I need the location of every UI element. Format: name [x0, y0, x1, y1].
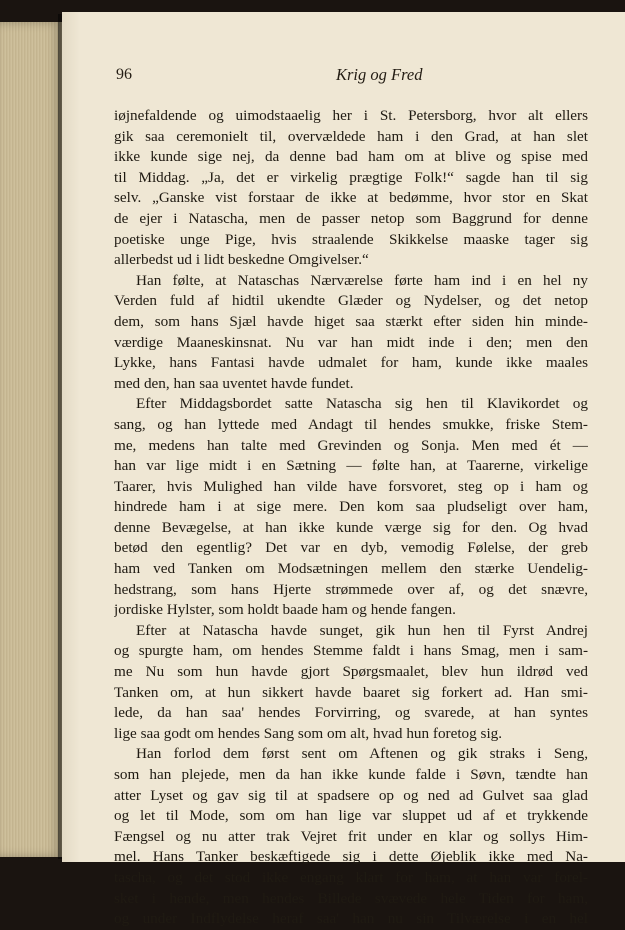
text-line: værdige Maaneskinsnat. Nu var han midt inde i den; men den — [114, 333, 588, 351]
text-line: og under Indflydelse heraf saa' han nu sin Tilværelse i en hel — [114, 910, 588, 928]
text-line: Lykke, hans Fantasi havde udmalet for ham, kunde ikke maales — [114, 354, 588, 372]
text-line: lede, da han saa' hendes Forvirring, og svarede, at han syntes — [114, 704, 588, 722]
text-line: ikke kunde sige nej, da denne bad ham om at blive og spise med — [114, 148, 588, 166]
text-line: som han plejede, men da han ikke kunde falde i Søvn, tændte han — [114, 766, 588, 783]
text-line: Tanken om, at hun sikkert havde baaret sig forkert ad. Han smi- — [114, 683, 588, 701]
text-line: lige saa godt om hendes Sang som om alt, hvad hun foretog sig. — [114, 724, 503, 742]
text-line: ham ved Tanken om Modsætningen mellem den stærke Uendelig- — [114, 560, 588, 578]
text-line: me, medens han talte med Grevinden og Sonja. Men med ét — — [114, 436, 588, 454]
text-line: Efter Middagsbordet satte Natascha sig hen til Klavikordet og — [136, 395, 588, 413]
text-line: jordiske Hylster, som holdt baade ham og hende fangen. — [114, 601, 456, 619]
text-line: me Nu som hun havde gjort Spørgsmaalet, blev hun ildrød ved — [114, 663, 588, 681]
body-text — [114, 106, 588, 928]
text-line: tascha, og det stod ikke engang klart for ham, at han var forel- — [114, 868, 588, 886]
text-line: poetiske unge Pige, hvis straalende Skikkelse maaske tager sig — [114, 230, 588, 248]
text-line: denne Bevægelse, at han ikke kunde værge sig for den. Og hvad — [114, 518, 588, 536]
text-line: atter Lyset og gav sig til at spadsere op og ned ad Gulvet saa glad — [114, 786, 588, 804]
page-header — [116, 63, 586, 87]
text-line: de ejer i Natascha, men de passer netop som Baggrund for denne — [114, 209, 588, 227]
text-line: sang, og han lyttede med Andagt til hendes smukke, friske Stem- — [114, 415, 588, 433]
text-line: han var lige midt i en Sætning — følte han, at Taarerne, virkelige — [114, 457, 588, 475]
text-line: med den, han saa uventet havde fundet. — [114, 374, 354, 392]
text-line: og let til Mode, som om han lige var sluppet ud af et trykkende — [114, 807, 588, 825]
book-page-edges — [0, 22, 62, 857]
text-line: Efter at Natascha havde sunget, gik hun hen til Fyrst Andrej — [136, 621, 588, 639]
text-line: Verden fuld af hidtil ukendte Glæder og Nydelser, og det netop — [114, 292, 588, 310]
text-line: sket i hende, men hendes Billede svævede hele Tiden for ham, — [114, 889, 588, 907]
text-line: hedstrang, som hans Hjerte strømmede over af, og det snævre, — [114, 580, 588, 598]
text-line: allerbedst ud i lidt beskedne Omgivelser.“ — [114, 251, 369, 269]
page-number: 96 — [116, 66, 132, 83]
text-line: Taarer, hvis Mulighed han vilde have forsvoret, steg op i ham og — [114, 477, 588, 495]
text-line: betød den egentlig? Det var en dyb, vemodig Følelse, der greb — [114, 539, 588, 557]
text-line: Han følte, at Nataschas Nærværelse førte ham ind i en hel ny — [136, 271, 588, 289]
text-line: iøjnefaldende og uimodstaaelig her i St. Petersborg, hvor alt ellers — [114, 107, 588, 124]
running-title: Krig og Fred — [336, 65, 423, 84]
text-line: selv. „Ganske vist forstaar de ikke at bedømme, hvor stor en Skat — [114, 189, 588, 207]
text-line: til Middag. „Ja, det er virkelig prægtige Folk!“ sagde han til sig — [114, 168, 588, 186]
text-line: gik saa ceremonielt til, overvældede ham i den Grad, at han slet — [114, 127, 588, 145]
text-line: Fængsel og nu atter trak Vejret frit under en klar og sollys Him- — [114, 827, 588, 845]
text-line: hindrede ham i at sige mere. Den kom saa pludseligt over ham, — [114, 498, 588, 516]
text-line: og spurgte ham, om hendes Stemme faldt i hans Smag, men i sam- — [114, 642, 588, 660]
text-line: mel. Hans Tanker beskæftigede sig i dette Øjeblik ikke med Na- — [114, 848, 588, 866]
text-line: Han forlod dem først sent om Aftenen og gik straks i Seng, — [136, 745, 588, 763]
text-line: dem, som hans Sjæl havde higet saa stærkt efter siden hin minde- — [114, 312, 588, 330]
